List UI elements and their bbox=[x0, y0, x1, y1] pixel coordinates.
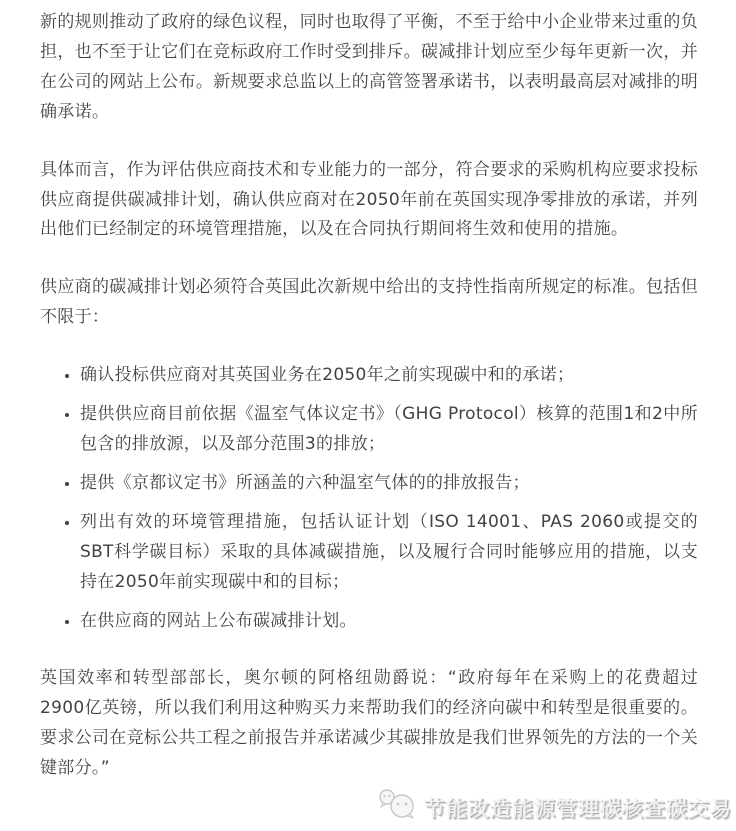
watermark-text: 节能改造能源管理碳核查碳交易 bbox=[424, 797, 732, 821]
closing-quote-paragraph: 英国效率和转型部部长，奥尔顿的阿格纽勋爵说：“政府每年在采购上的花费超过2900亿英镑，所以我们利用这种购买力来帮助我们的经济向碳中和转型是很重要的。要求公司在竞标公共工程之前报告并承诺减少其碳排放是我们世界领先的方法的一个关键部分。” bbox=[40, 668, 698, 779]
paragraph: 供应商的碳减排计划必须符合英国此次新规中给出的支持性指南所规定的标准。包括但不限于： bbox=[40, 277, 698, 328]
list-item: • 确认投标供应商对其英国业务在2050年之前实现碳中和的承诺； bbox=[80, 361, 698, 391]
list-item: • 提供供应商目前依据《温室气体议定书》（GHG Protocol）核算的范围1和2中所包含的排放源，以及部分范围3的排放； bbox=[80, 400, 698, 460]
list-item: • 在供应商的网站上公布碳减排计划。 bbox=[80, 607, 698, 637]
list-item: • 列出有效的环境管理措施，包括认证计划（ISO 14001、PAS 2060或提交的SBT科学碳目标）采取的具体减碳措施，以及履行合同时能够应用的措施，以支持在2050年前实现碳中和的目标； bbox=[80, 508, 698, 598]
paragraph: 具体而言，作为评估供应商技术和专业能力的一部分，符合要求的采购机构应要求投标供应商提供碳减排计划，确认供应商对在2050年前在英国实现净零排放的承诺，并列出他们已经制定的环境管理措施，以及在合同执行期间将生效和使用的措施。 bbox=[40, 159, 698, 240]
wechat-bubbles-icon bbox=[377, 788, 417, 831]
requirements-list bbox=[40, 361, 698, 636]
list-item: • 提供《京都议定书》所涵盖的六种温室气体的的排放报告； bbox=[80, 469, 698, 499]
paragraph: 新的规则推动了政府的绿色议程，同时也取得了平衡，不至于给中小企业带来过重的负担，也不至于让它们在竞标政府工作时受到排斥。碳减排计划应至少每年更新一次，并在公司的网站上公布。新规要求总监以上的高管签署承诺书，以表明最高层对减排的明确承诺。 bbox=[40, 12, 698, 122]
watermark bbox=[40, 788, 732, 831]
